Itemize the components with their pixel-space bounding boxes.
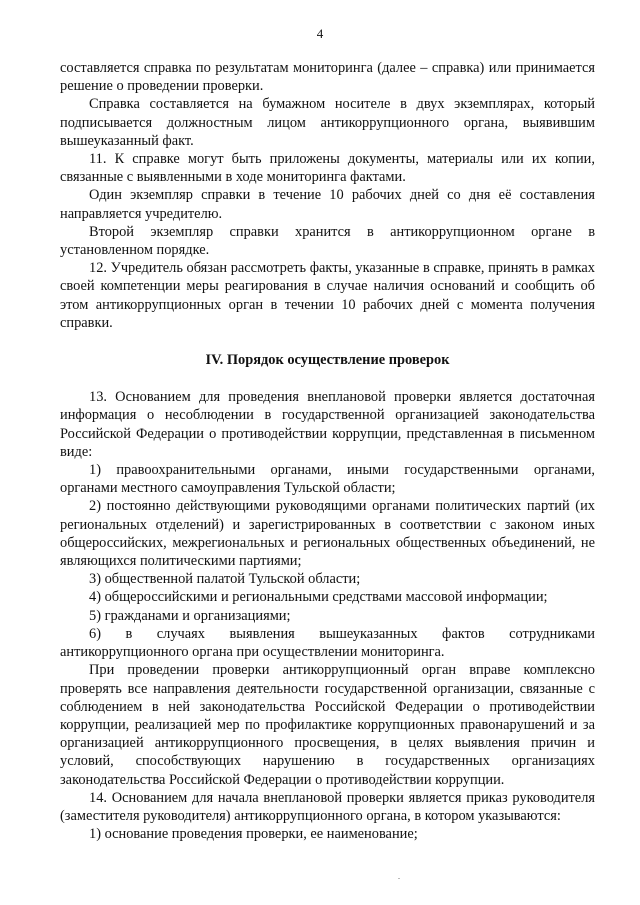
document-body: [60, 59, 595, 843]
paragraph: Один экземпляр справки в течение 10 рабочих дней со дня её составления направляется учредителю.: [60, 187, 595, 222]
paragraph: Второй экземпляр справки хранится в антикоррупционном органе в установленном порядке.: [60, 223, 595, 259]
paragraph: 12. Учредитель обязан рассмотреть факты, указанные в справке, принять в рамках своей компетенции меры реагирования в случае наличия оснований и сообщить об этом антикоррупционных орган в течении 10 рабочих дней с момента получения справки.: [60, 260, 595, 331]
paragraph: составляется справка по результатам мониторинга (далее – справка) или принимается решение о проведении проверки.: [60, 60, 595, 95]
paragraph: 13. Основанием для проведения внеплановой проверки является достаточная информация о несоблюдении в государственной организацией законодательства Российской Федерации о противодействии коррупции, представленная в письменном виде:: [60, 389, 595, 460]
scan-speck: [398, 878, 400, 879]
paragraph: 3) общественной палатой Тульской области;: [89, 571, 361, 588]
paragraph: 14. Основанием для начала внеплановой проверки является приказ руководителя (заместителя руководителя) антикоррупционного органа, в котором указываются:: [60, 789, 595, 824]
paragraph: 6) в случаях выявления вышеуказанных фактов сотрудниками антикоррупционного органа при осуществлении мониторинга.: [60, 625, 595, 661]
paragraphs-after-section: [60, 388, 595, 843]
paragraph: 1) правоохранительными органами, иными государственными органами, органами местного самоуправления Тульской области;: [60, 462, 595, 497]
page-number: 4: [316, 26, 324, 41]
paragraph: 5) гражданами и организациями;: [89, 607, 291, 624]
section-heading: IV. Порядок осуществление проверок: [205, 352, 450, 369]
paragraph: 4) общероссийскими и региональными средствами массовой информации;: [89, 589, 548, 606]
paragraph: Справка составляется на бумажном носителе в двух экземплярах, который подписывается должностным лицом антикоррупционного органа, выявившим вышеуказанный факт.: [60, 96, 595, 149]
paragraph: При проведении проверки антикоррупционный орган вправе комплексно проверять все направления деятельности государственной организации, связанные с соблюдением в ней законодательства Российской Федерации о противодействии коррупции, реализацией мер по профилактике коррупционных правонарушений и за организацией антикоррупционного просвещения, в целях выявления причин и условий, способствующих нарушению в государственных организациях законодательства Российской Федерации о противодействии коррупции.: [60, 662, 595, 788]
paragraph: 2) постоянно действующими руководящими органами политических партий (их региональных отделений) и зарегистрированных в соответствии с законом иных общероссийских, межрегиональных и региональных общественных объединений, не являющихся политическими партиями;: [60, 498, 595, 570]
paragraph: 11. К справке могут быть приложены документы, материалы или их копии, связанные с выявленными в ходе мониторинга фактами.: [60, 151, 595, 186]
paragraphs-before-section: [60, 59, 595, 332]
paragraph: 1) основание проведения проверки, ее наименование;: [89, 826, 418, 843]
